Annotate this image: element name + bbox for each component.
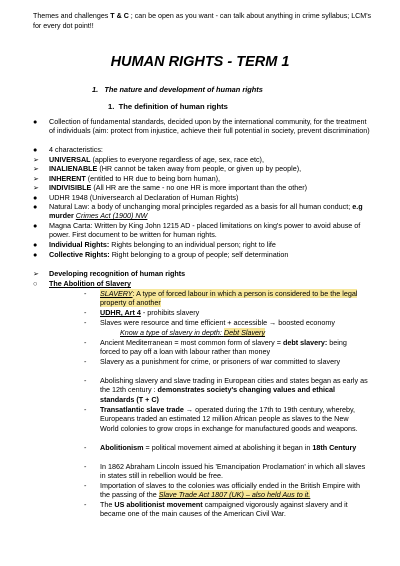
list-item	[100, 289, 368, 308]
abolitionism-century: 18th Century	[312, 443, 357, 452]
dash-bullet: -	[84, 405, 87, 414]
section-title: The nature and development of human rights	[104, 85, 263, 94]
list-item: UDHR 1948 (Universearch al Declaration of Human Rights)	[49, 193, 239, 202]
list-item: 4 characteristics:	[49, 145, 103, 154]
bullet-dot-icon: ●	[33, 117, 38, 126]
udhr-article-desc: - prohibits slavery	[140, 308, 200, 317]
list-item	[49, 183, 307, 192]
list-item: Collection of fundamental standards, decided upon by the international community, for the treatment of individuals (aim: protect from injustice, achieve their full potential in society, prevent discrimination)	[49, 117, 370, 136]
list-item	[49, 164, 301, 173]
list-item: Magna Carta: Written by King John 1215 AD - placed limitations on king's power to avoid abuse of power. First document to be written for human rights.	[49, 221, 361, 240]
intro-text: Themes and challenges	[33, 12, 111, 20]
dash-bullet: -	[84, 443, 87, 452]
natural-law-example: e.g murder	[49, 202, 363, 221]
arrow-bullet-icon: ➢	[33, 174, 40, 183]
know-note	[120, 328, 265, 337]
dash-bullet: -	[84, 500, 87, 509]
intro-note	[33, 11, 373, 31]
list-item	[100, 308, 199, 317]
list-item	[49, 240, 276, 249]
dash-bullet: -	[84, 308, 87, 317]
list-item: Slavery as a punishment for crime, or prisoners of war committed to slavery	[100, 357, 341, 366]
circle-bullet-icon: ○	[33, 279, 38, 288]
char-term: INALIENABLE	[49, 164, 98, 173]
list-item: In 1862 Abraham Lincoln issued his 'Emancipation Proclamation' in which all slaves in states still in rebellion would be free.	[100, 462, 366, 481]
rights-desc: Right belonging to a group of people; self determination	[109, 250, 289, 259]
dash-bullet: -	[84, 376, 87, 385]
list-item	[100, 443, 368, 452]
ancient-text-rest: being forced to pay off a loan with labour rather than money	[100, 338, 347, 357]
list-item	[49, 174, 220, 183]
udhr-article: UDHR, Art 4	[100, 308, 141, 317]
us-text: The	[100, 500, 115, 509]
bullet-dot-icon: ●	[33, 193, 38, 202]
know-text: Know a type of slavery in depth:	[120, 328, 224, 337]
char-desc: (applies to everyone regardless of age, sex, race etc),	[90, 155, 264, 164]
dash-bullet: -	[84, 462, 87, 471]
us-text-rest: campaigned vigorously against slavery and it became one of the main causes of the American Civil War.	[100, 500, 348, 519]
list-item	[100, 405, 368, 433]
bullet-dot-icon: ●	[33, 250, 38, 259]
char-term: INHERENT	[49, 174, 86, 183]
char-term: UNIVERSAL	[49, 155, 91, 164]
transatlantic-desc: → operated during the 17th to 19th century, whereby, Europeans traded an estimated 12 million African people as slaves to the New World colonies to grow crops in exchange for manufactured goods and weapons.	[100, 405, 358, 433]
bullet-dot-icon: ●	[33, 202, 38, 211]
abolitionism-desc: = political movement aimed at abolishing it began in	[143, 443, 313, 452]
subsection-heading	[108, 102, 228, 111]
dash-bullet: -	[84, 357, 87, 366]
ancient-text: Ancient Mediterranean = most common form of slavery =	[100, 338, 283, 347]
natural-law-act: Crimes Act (1900) NW	[75, 211, 148, 221]
subsection-title: The Abolition of Slavery	[49, 279, 131, 288]
section-number: 1.	[92, 85, 99, 94]
arrow-bullet-icon: ➢	[33, 164, 40, 173]
highlight	[100, 289, 357, 307]
slavery-term: SLAVERY	[100, 289, 133, 298]
list-item: Slaves were resource and time efficient + accessible → boosted economy	[100, 318, 335, 327]
list-item	[100, 500, 368, 519]
section-heading	[92, 85, 263, 94]
bullet-dot-icon: ●	[33, 145, 38, 154]
rights-desc: Rights belonging to an individual person; right to life	[109, 240, 276, 249]
char-desc: (HR cannot be taken away from people, or given up by people),	[97, 164, 302, 173]
arrow-bullet-icon: ➢	[33, 155, 40, 164]
arrow-bullet-icon: ➢	[33, 183, 40, 192]
bullet-dot-icon: ●	[33, 240, 38, 249]
list-item	[100, 338, 368, 357]
list-item	[100, 481, 368, 500]
highlight	[159, 490, 311, 499]
list-item	[49, 202, 374, 221]
slave-trade-act: Slave Trade Act 1807 (UK) – also held Aus to it.	[158, 490, 311, 500]
rights-term: Collective Rights:	[49, 250, 110, 259]
natural-law-text: Natural Law: a body of unchanging moral principles regarded as a basis for all human conduct;	[49, 202, 353, 211]
rights-term: Individual Rights:	[49, 240, 110, 249]
dash-bullet: -	[84, 481, 87, 490]
abolitionism-term: Abolitionism	[100, 443, 144, 452]
subsection-number: 1.	[108, 102, 115, 111]
list-item	[49, 155, 264, 164]
slavery-definition: : A type of forced labour in which a person is considered to be the legal property of another	[100, 289, 358, 308]
char-desc: (All HR are the same - no one HR is more important than the other)	[91, 183, 308, 192]
char-term: INDIVISIBLE	[49, 183, 92, 192]
bullet-dot-icon: ●	[33, 221, 38, 230]
intro-bold: T & C	[110, 12, 129, 20]
abolishing-text: Abolishing slavery and slave trading in European cities and states began as early as the 12th century :	[100, 376, 368, 395]
subsection-title: The definition of human rights	[118, 102, 228, 111]
section-heading: Developing recognition of human rights	[49, 269, 186, 278]
importation-text: Importation of slaves to the colonies was officially ended in the British Empire with the passing of the	[100, 481, 360, 500]
dash-bullet: -	[84, 318, 87, 327]
arrow-bullet-icon: ➢	[33, 269, 40, 278]
debt-slavery-highlight: Debt Slavery	[223, 328, 266, 337]
us-movement: US abolitionist movement	[114, 500, 203, 509]
transatlantic-term: Transatlantic slave trade	[100, 405, 184, 414]
list-item	[100, 376, 368, 404]
debt-slavery-term: debt slavery:	[282, 338, 328, 347]
char-desc: (entitled to HR due to being born human),	[85, 174, 220, 183]
abolishing-bold: demonstrates society's changing values and ethical standards (T + C)	[100, 385, 336, 404]
dash-bullet: -	[84, 338, 87, 347]
intro-text-rest: ; can be open as you want - can talk about anything in crime syllabus; LCM's for every dot point!!	[33, 12, 372, 30]
dash-bullet: -	[84, 289, 87, 298]
page-title: HUMAN RIGHTS - TERM 1	[110, 54, 290, 70]
list-item	[49, 250, 288, 259]
